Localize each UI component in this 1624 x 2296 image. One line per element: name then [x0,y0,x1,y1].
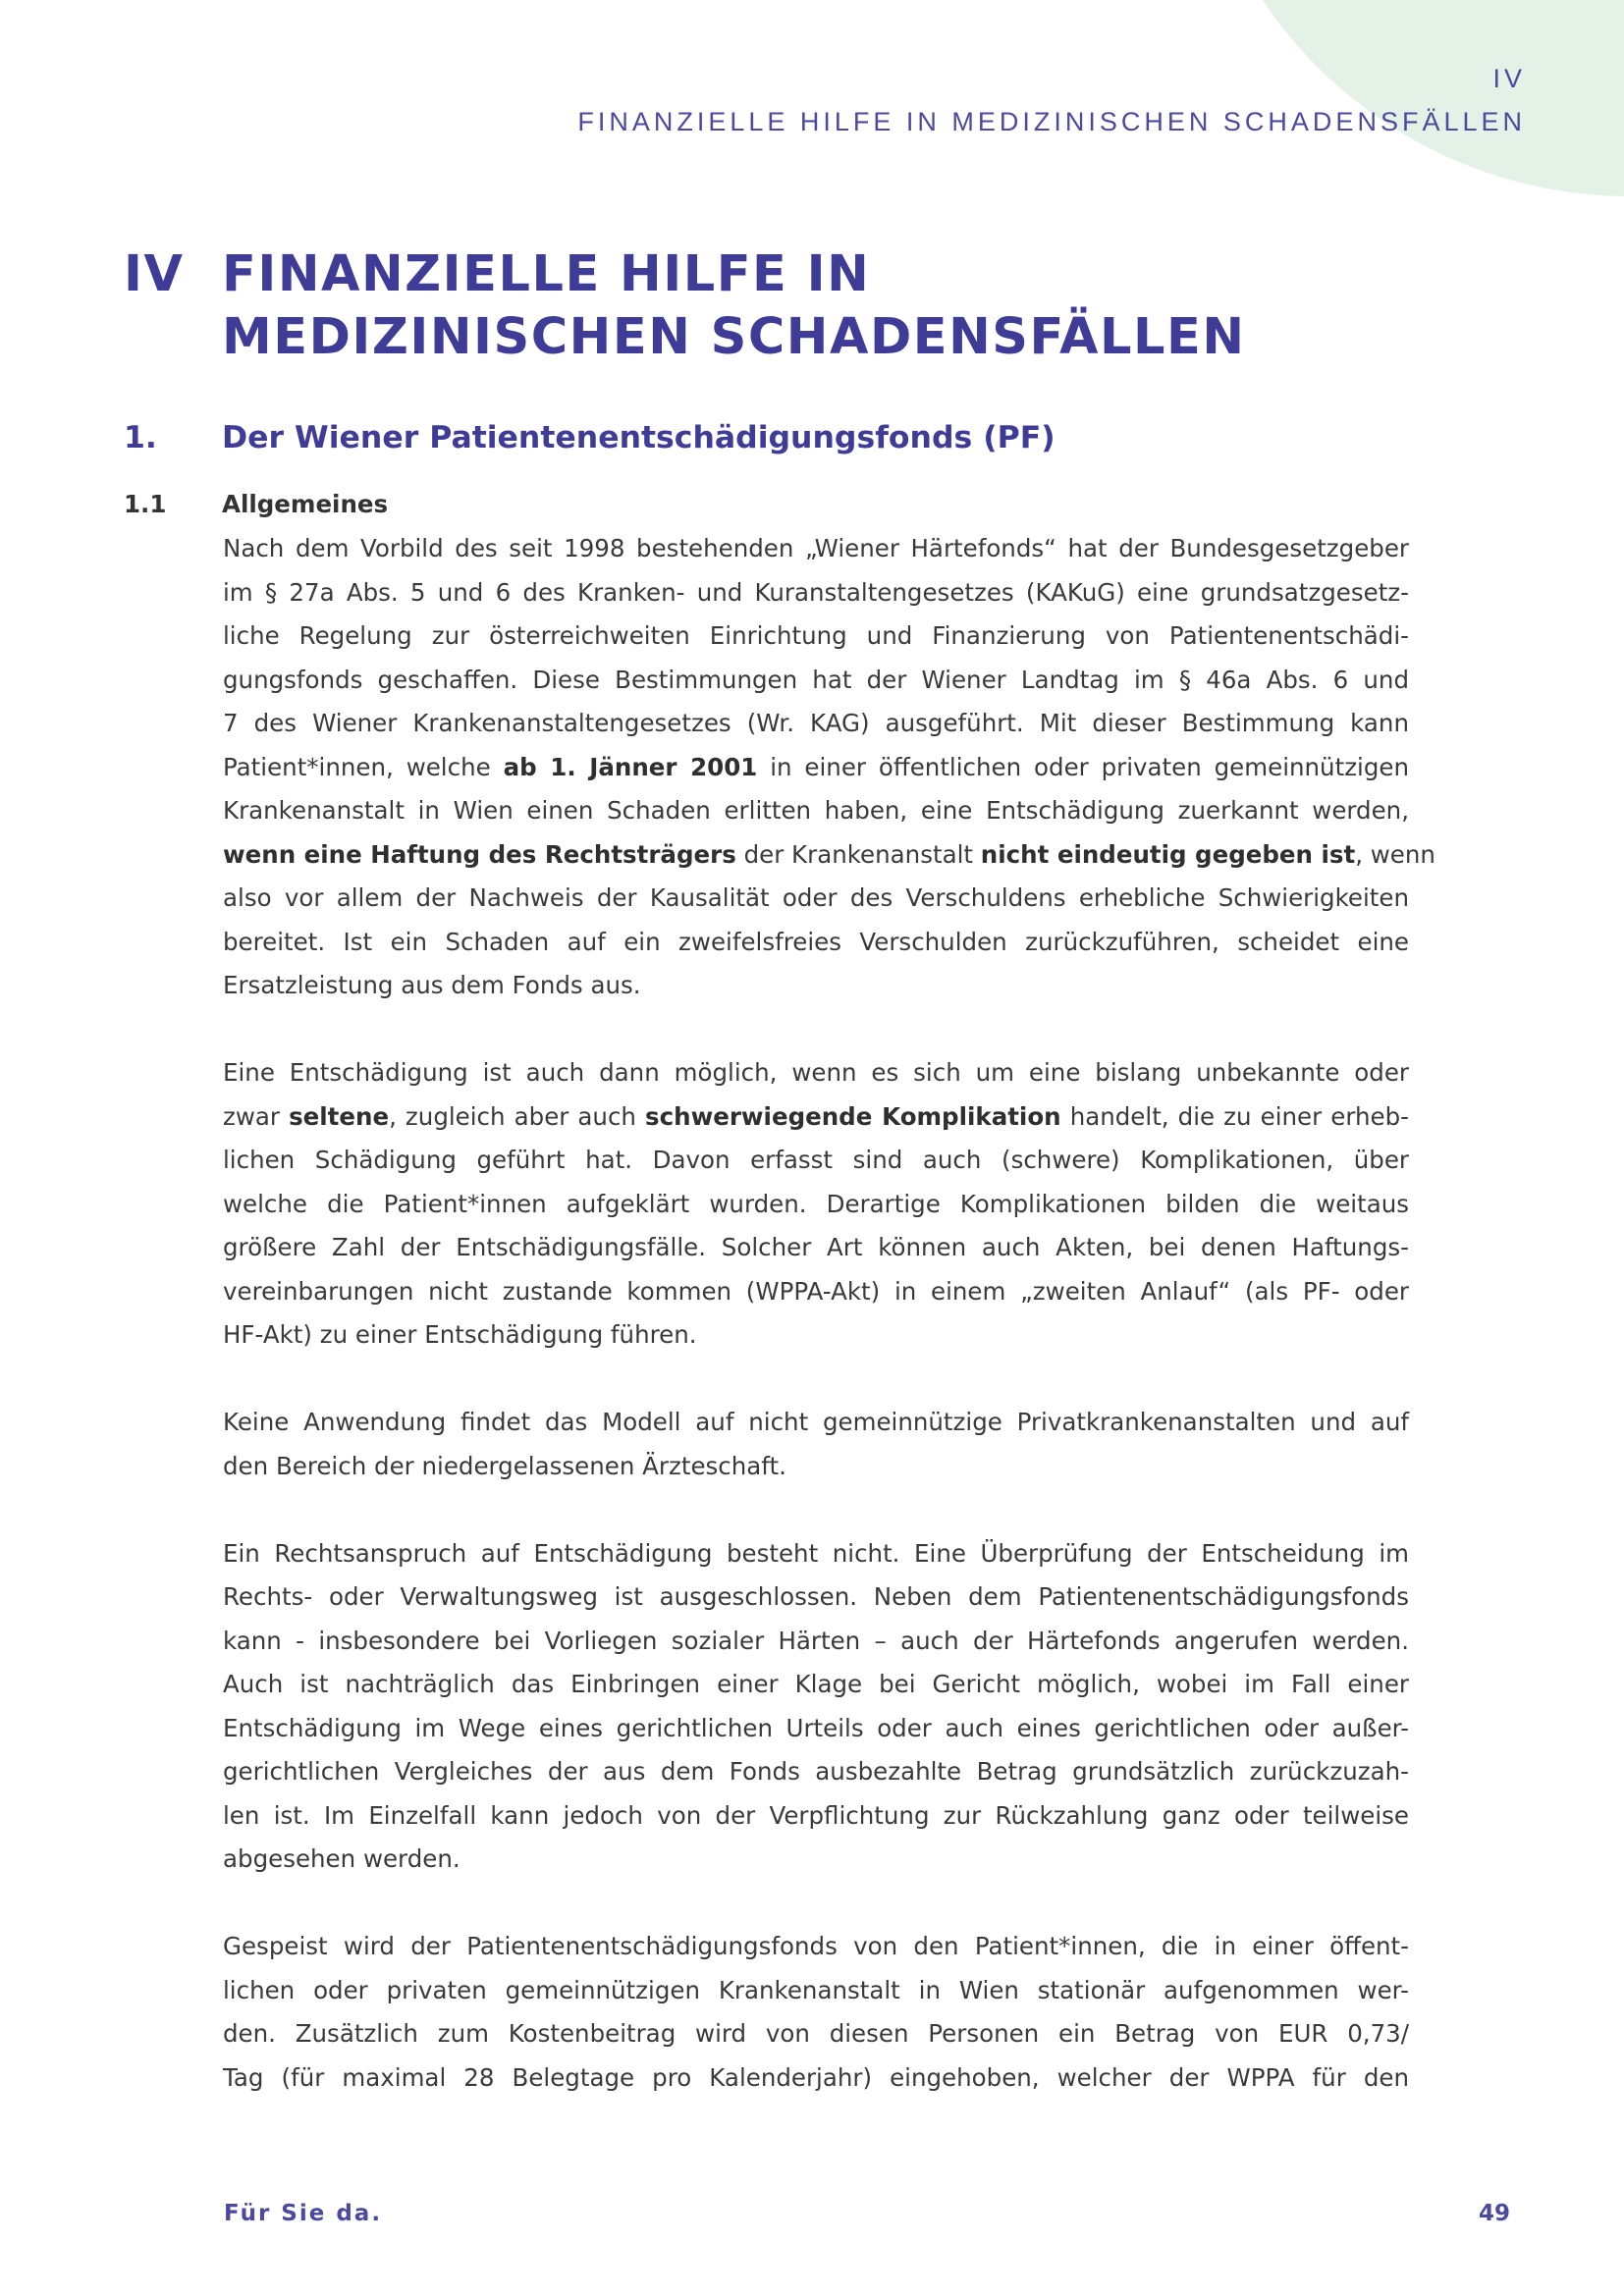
bold-emphasis: ab 1. Jänner 2001 [503,752,758,781]
body-paragraph [223,1051,1409,1358]
bold-emphasis: schwerwiegende Komplikation [645,1101,1061,1131]
body-line: Tag (für maximal 28 Belegtage pro Kalenderjahr) eingehoben, welcher der WPPA für den [223,2062,1409,2092]
subsection-number: 1.1 [124,490,167,518]
body-line: im § 27a Abs. 5 und 6 des Kranken- und Kuranstaltengesetzes (KAKuG) eine grundsatzgesetz- [223,577,1409,607]
body-line: Nach dem Vorbild des seit 1998 bestehenden „Wiener Härtefonds“ hat der Bundesgesetzgeber [223,534,1409,562]
footer-tagline: Für Sie da. [224,2201,383,2226]
chapter-number: IV [124,245,185,303]
running-header-chapter-number: IV [1492,64,1526,93]
body-line: Keine Anwendung findet das Modell auf nicht gemeinnützige Privatkrankenanstalten und auf [223,1408,1409,1436]
body-line: kann - insbesondere bei Vorliegen sozialer Härten – auch der Härtefonds angerufen werden. [223,1626,1409,1655]
running-header [577,57,1526,143]
body-line: den Bereich der niedergelassenen Ärzteschaft. [223,1451,786,1480]
body-line: HF-Akt) zu einer Entschädigung führen. [223,1320,697,1349]
chapter-title-line: FINANZIELLE HILFE IN [222,245,871,303]
body-line: Ein Rechtsanspruch auf Entschädigung besteht nicht. Eine Überprüfung der Entscheidung im [223,1538,1409,1568]
body-line: lichen oder privaten gemeinnützigen Krankenanstalt in Wien stationär aufgenommen wer- [223,1975,1409,2004]
section-title: Der Wiener Patientenentschädigungsfonds (PF) [222,420,1056,455]
body-line: len ist. Im Einzelfall kann jedoch von der Verpflichtung zur Rückzahlung ganz oder teilweise [223,1800,1409,1830]
body-line: abgesehen werden. [223,1844,460,1873]
body-line: zwar seltene, zugleich aber auch schwerwiegende Komplikation handelt, die zu einer erheb- [223,1101,1409,1131]
body-paragraph [223,1401,1409,1488]
body-line: Patient*innen, welche ab 1. Jänner 2001 in einer öffentlichen oder privaten gemeinnützigen [223,752,1410,781]
body-line: bereitet. Ist ein Schaden auf ein zweifelsfreies Verschulden zurückzuführen, scheidet eine [223,927,1409,956]
page-number: 49 [1478,2201,1510,2226]
body-line: Gespeist wird der Patientenentschädigungsfonds von den Patient*innen, die in einer öffent- [223,1932,1409,1960]
body-line: liche Regelung zur österreichweiten Einrichtung und Finanzierung von Patientenentschädi- [223,621,1409,650]
body-line: Eine Entschädigung ist auch dann möglich, wenn es sich um eine bislang unbekannte oder [223,1058,1409,1087]
body-text [223,527,1435,2144]
body-paragraph [223,1925,1409,2100]
chapter-title-line: MEDIZINISCHEN SCHADENSFÄLLEN [222,308,1246,366]
running-header-chapter-title: FINANZIELLE HILFE IN MEDIZINISCHEN SCHADENSFÄLLEN [577,107,1526,136]
subsection-title: Allgemeines [222,490,389,518]
body-line: Ersatzleistung aus dem Fonds aus. [223,971,641,999]
section-number: 1. [124,420,157,455]
body-line: gungsfonds geschaffen. Diese Bestimmungen hat der Wiener Landtag im § 46a Abs. 6 und [223,665,1409,694]
body-paragraph [223,527,1435,1008]
body-line: Entschädigung im Wege eines gerichtlichen Urteils oder auch eines gerichtlichen oder außer- [223,1713,1409,1742]
body-line: vereinbarungen nicht zustande kommen (WPPA-Akt) in einem „zweiten Anlauf“ (als PF- oder [223,1276,1409,1306]
body-line: wenn eine Haftung des Rechtsträgers der Krankenanstalt nicht eindeutig gegeben ist, wenn [223,839,1435,869]
body-line: den. Zusätzlich zum Kostenbeitrag wird von diesen Personen ein Betrag von EUR 0,73/ [223,2019,1409,2048]
body-line: also vor allem der Nachweis der Kausalität oder des Verschuldens erhebliche Schwierigkeiten [223,883,1409,912]
body-line: Krankenanstalt in Wien einen Schaden erlitten haben, eine Entschädigung zuerkannt werden, [223,796,1409,825]
body-paragraph [223,1532,1409,1882]
bold-emphasis: wenn eine Haftung des Rechtsträgers [223,839,736,869]
bold-emphasis: nicht eindeutig gegeben ist [980,839,1356,869]
body-line: lichen Schädigung geführt hat. Davon erfasst sind auch (schwere) Komplikationen, über [223,1146,1409,1174]
body-line: welche die Patient*innen aufgeklärt wurden. Derartige Komplikationen bilden die weitaus [223,1189,1409,1218]
body-line: Rechts- oder Verwaltungsweg ist ausgeschlossen. Neben dem Patientenentschädigungsfonds [223,1582,1409,1611]
body-line: gerichtlichen Vergleiches der aus dem Fonds ausbezahlte Betrag grundsätzlich zurückzuzah- [223,1757,1409,1786]
body-line: 7 des Wiener Krankenanstaltengesetzes (Wr. KAG) ausgeführt. Mit dieser Bestimmung kann [223,709,1409,737]
body-line: Auch ist nachträglich das Einbringen einer Klage bei Gericht möglich, wobei im Fall einer [223,1670,1409,1698]
chapter-title [222,243,1400,369]
bold-emphasis: seltene [289,1101,390,1131]
body-line: größere Zahl der Entschädigungsfälle. Solcher Art können auch Akten, bei denen Haftungs- [223,1233,1409,1261]
